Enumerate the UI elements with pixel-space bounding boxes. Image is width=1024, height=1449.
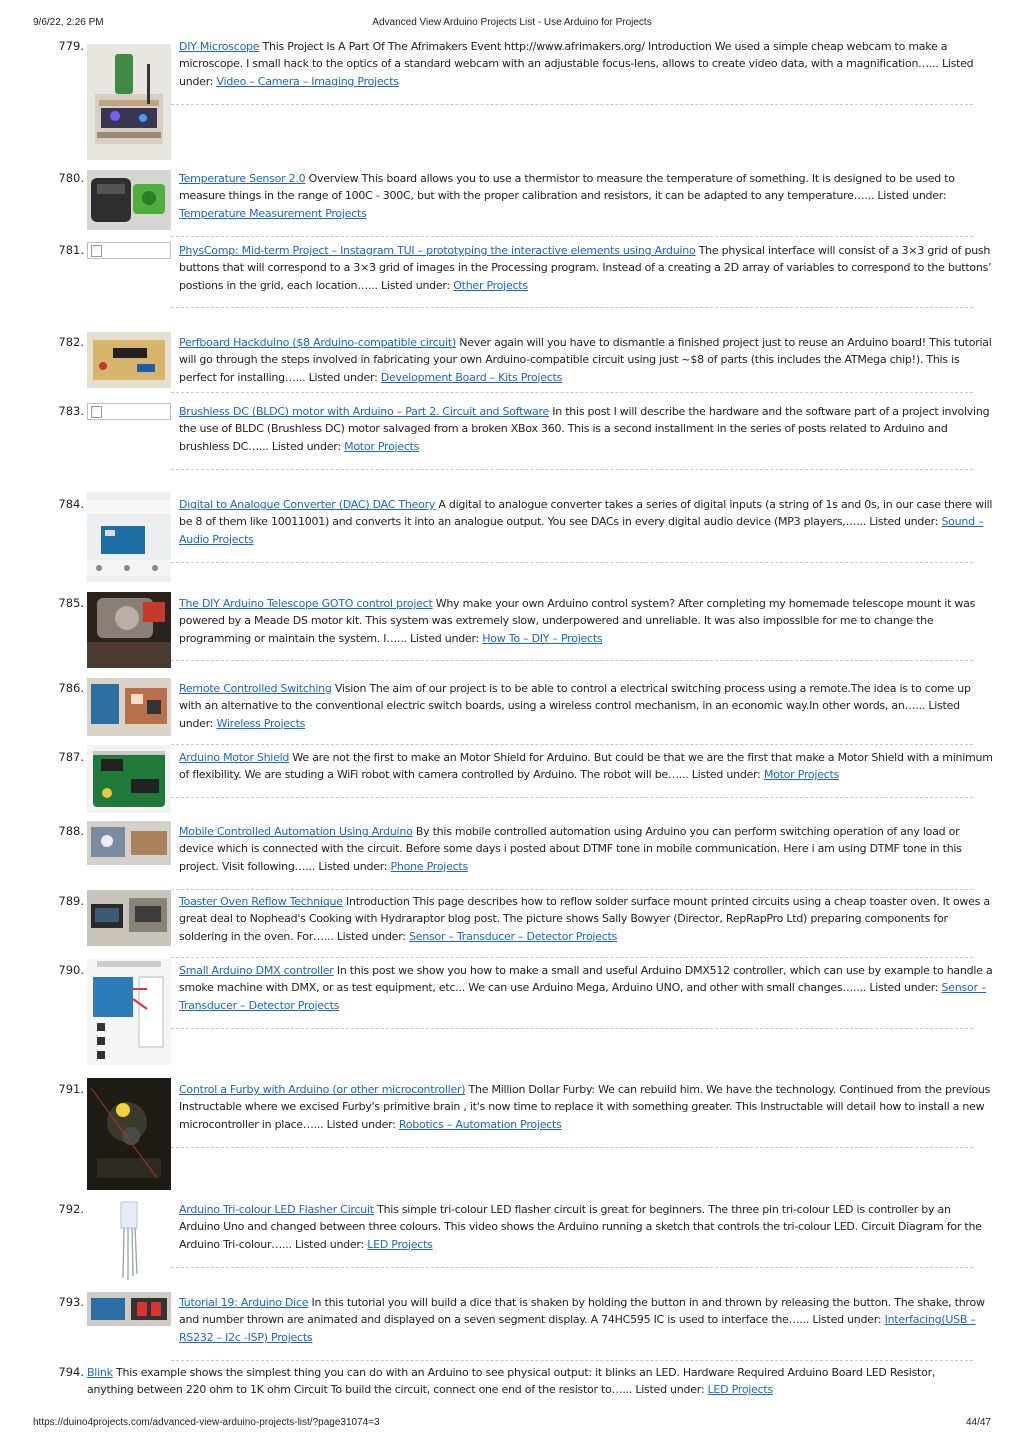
item-number: 789. (58, 894, 84, 908)
item-number: 793. (58, 1295, 84, 1309)
listed-under-label: Listed under: (381, 278, 450, 292)
project-description: In this post I will describe the hardware and the software part of a project involving the use of BLDC (Brushless DC) motor salvaged from a broken XBox 360. This is a second installment in the series of posts related to Arduino and brushless DC…... (179, 405, 990, 453)
divider (171, 1360, 973, 1361)
item-number: 792. (58, 1202, 84, 1216)
project-title-link[interactable]: Tutorial 19: Arduino Dice (179, 1296, 309, 1309)
project-title-link[interactable]: Control a Furby with Arduino (or other microcontroller) (179, 1083, 466, 1096)
item-number: 780. (58, 171, 84, 185)
project-thumbnail[interactable] (87, 821, 171, 865)
item-number: 786. (58, 681, 84, 695)
project-title-link[interactable]: PhysComp: Mid-term Project – Instagram TUI – prototyping the interactive elements using Arduino (179, 244, 696, 257)
listed-under-label: Listed under: (635, 1383, 705, 1397)
broken-image-icon (87, 403, 171, 420)
item-text (179, 38, 994, 90)
listed-under-label: Listed under: (326, 1117, 396, 1131)
category-link[interactable]: Sensor – Transducer – Detector Projects (409, 929, 618, 943)
print-datetime: 9/6/22, 2:26 PM (33, 17, 104, 28)
project-description: Why make your own Arduino control system? After completing my homemade telescope mount it was powered by a Meade DS motor kit. This system was extremely slow, underpowered and unreliable. It was also impossible for me to change the programming or maintain the system. I…... (179, 597, 976, 645)
project-title-link[interactable]: Toaster Oven Reflow Technique (179, 895, 343, 908)
category-link[interactable]: Video – Camera – Imaging Projects (216, 74, 399, 88)
listed-under-label: Listed under: (318, 859, 388, 873)
project-thumbnail[interactable] (87, 1292, 171, 1326)
project-description: Never again will you have to dismantle a finished project just to reuse an Arduino board! This tutorial will go through the steps involved in fabricating your own Arduino-compatible circuit using just ~$8 of parts (this includes the ATMega chip!). This is perfect for installing…... (179, 336, 992, 384)
item-number: 783. (58, 404, 84, 418)
page-number: 44/47 (965, 1417, 991, 1428)
project-thumbnail[interactable] (87, 1198, 171, 1282)
divider (171, 797, 973, 798)
item-number: 787. (58, 750, 84, 764)
divider (171, 469, 973, 470)
category-link[interactable]: How To – DIY – Projects (482, 631, 603, 645)
project-thumbnail[interactable] (87, 959, 171, 1065)
item-number: 781. (58, 243, 84, 257)
project-description: In this tutorial you will build a dice that is shaken by holding the button in and thrown by releasing the button. The shake, throw and number thrown are animated and displayed on a seven segment display. A 74HC595 IC is used to interface the…... (179, 1296, 985, 1327)
divider (171, 307, 973, 308)
divider (171, 1028, 973, 1029)
item-number: 791. (58, 1082, 84, 1096)
divider (171, 236, 973, 237)
project-title-link[interactable]: DIY Microscope (179, 40, 260, 53)
item-text (179, 170, 994, 222)
project-title-link[interactable]: Blink (87, 1366, 113, 1379)
item-text (179, 496, 994, 548)
listed-under-label: Listed under: (295, 1237, 364, 1251)
category-link[interactable]: LED Projects (707, 1383, 773, 1397)
divider (171, 889, 973, 890)
category-link[interactable]: Sensor – Transducer – Detector Projects (179, 981, 987, 1012)
project-description: The Million Dollar Furby: We can rebuild him. We have the technology. Continued from the previous Instructable where we excised Furby's primitive brain , it's now time to replace it with something greater. This Instructable will detail how to install a new microcontroller in place…... (179, 1083, 991, 1131)
project-description: This Project Is A Part Of The Afrimakers Event http://www.afrimakers.org/ Introduction We used a simple cheap webcam to make a microscope. I small hack to the optics of a standard webcam with an adjustable focus-lens, allows to create video data, with a magnification…... (179, 40, 948, 71)
project-title-link[interactable]: Temperature Sensor 2.0 (179, 172, 306, 185)
category-link[interactable]: Phone Projects (390, 859, 468, 873)
item-number: 782. (58, 335, 84, 349)
listed-under-label: Listed under: (877, 189, 947, 203)
project-thumbnail[interactable] (87, 678, 171, 736)
listed-under-label: Listed under: (336, 929, 406, 943)
project-thumbnail[interactable] (87, 170, 171, 230)
print-url: https://duino4projects.com/advanced-view-arduino-projects-list/?page31074=3 (33, 1417, 380, 1428)
item-text (179, 1081, 994, 1133)
divider (171, 957, 973, 958)
print-header (0, 17, 1024, 31)
listed-under-label: Listed under: (179, 699, 960, 730)
listed-under-label: Listed under: (691, 768, 761, 782)
category-link[interactable]: Motor Projects (344, 439, 420, 453)
project-description: The physical interface will consist of a 3×3 grid of push buttons that will correspond to a 3×3 grid of images in the Processing program. Instead of a creating a 2D array of variables to correspond to the buttons’ postions in the grid, each location…... (179, 244, 992, 292)
category-link[interactable]: Temperature Measurement Projects (179, 206, 367, 220)
broken-image-icon (87, 242, 171, 259)
item-text (179, 242, 994, 294)
project-title-link[interactable]: The DIY Arduino Telescope GOTO control project (179, 597, 433, 610)
item-text (179, 1294, 994, 1346)
category-link[interactable]: Development Board – Kits Projects (380, 370, 563, 384)
item-number: 785. (58, 596, 84, 610)
divider (171, 562, 973, 563)
project-description: Overview This board allows you to use a thermistor to measure the temperature of something. It is designed to be used to measure things in the range of 100C - 300C, but with the proper calibration and resistors, it can be adapted to any temperature…... (179, 172, 955, 203)
category-link[interactable]: Other Projects (453, 278, 528, 292)
listed-under-label: Listed under: (812, 1313, 882, 1327)
item-text (179, 680, 994, 732)
listed-under-label: Listed under: (869, 981, 939, 995)
divider (171, 1147, 973, 1148)
category-link[interactable]: Motor Projects (763, 768, 840, 782)
item-number: 779. (58, 39, 84, 53)
item-text (179, 334, 994, 386)
project-thumbnail[interactable] (87, 44, 171, 160)
listed-under-label: Listed under: (869, 515, 939, 529)
project-thumbnail[interactable] (87, 745, 171, 813)
item-text (179, 962, 994, 1014)
divider (171, 744, 973, 745)
project-thumbnail[interactable] (87, 592, 171, 668)
category-link[interactable]: Wireless Projects (216, 716, 306, 730)
project-title-link[interactable]: Brushless DC (BLDC) motor with Arduino – Part 2. Circuit and Software (179, 405, 550, 418)
project-description: In this post we show you how to make a small and useful Arduino DMX512 controller, which can use by example to handle a smoke machine with DMX, or as test equipment, etc... We can use Arduino Mega, Arduino UNO, and other with small changes….... (179, 964, 993, 995)
project-title-link[interactable]: Arduino Motor Shield (179, 751, 290, 764)
category-link[interactable]: Robotics – Automation Projects (398, 1117, 562, 1131)
item-text (179, 403, 994, 455)
project-thumbnail[interactable] (87, 492, 171, 582)
item-text (179, 1201, 994, 1253)
project-description: By this mobile controlled automation using Arduino you can perform switching operation of any load or device which is connected with the circuit. Before some days i posted about DTMF tone in mobile communication. Here i am using DTMF tone in this project. Visit following…... (179, 825, 962, 873)
project-title-link[interactable]: Digital to Analogue Converter (DAC) DAC Theory (179, 498, 436, 511)
item-text (87, 1364, 967, 1399)
category-link[interactable]: Interfacing(USB – RS232 – I2c -ISP) Projects (179, 1313, 976, 1344)
item-text (179, 893, 994, 945)
item-number: 788. (58, 824, 84, 838)
project-description: We are not the first to make an Motor Shield for Arduino. But could be that we are the first that make a Motor Shield with a minimum of flexibility. We are studing a WiFi robot with camera controlled by Arduino. The robot will be…... (179, 751, 993, 782)
project-thumbnail[interactable] (87, 890, 171, 946)
project-description: Vision The aim of our project is to be able to control a electrical switching process using a remote.The idea is to come up with an alternative to the conventional electric switch boards, using a wireless control mechanism, in an economic way.In other words, an…... (179, 682, 971, 713)
listed-under-label: Listed under: (308, 370, 378, 384)
item-text (179, 823, 994, 875)
project-title-link[interactable]: Perfboard Hackduino ($8 Arduino-compatible circuit) (179, 336, 457, 349)
project-description: A digital to analogue converter takes a series of digital inputs (a string of 1s and 0s, in our case there will be 8 of them like 10011001) and converts it into an analogue output. You see DACs in every digital audio device (MP3 players,…... (179, 498, 993, 529)
project-title-link[interactable]: Arduino Tri-colour LED Flasher Circuit (179, 1203, 374, 1216)
project-description: Introduction This page describes how to reflow solder surface mount printed circuits using a cheap toaster oven. It owes a great deal to Nophead's Cooking with Hydraraptor blog post. The picture shows Sally Bowyer (Director, RepRapPro Ltd) preparing components for soldering in the oven. For…... (179, 895, 990, 943)
print-title: Advanced View Arduino Projects List - Use Arduino for Projects (372, 17, 652, 28)
item-text (179, 595, 994, 647)
project-thumbnail[interactable] (87, 1078, 171, 1190)
item-number: 790. (58, 963, 84, 977)
category-link[interactable]: Sound – Audio Projects (179, 515, 984, 546)
project-description: This example shows the simplest thing you can do with an Arduino to see physical output: it blinks an LED. Hardware Required Arduino Board LED Resistor, anything between 220 ohm to 1K ohm Circuit To build the circuit, connect one end of the resistor to…... (87, 1366, 936, 1397)
project-description: This simple tri-colour LED flasher circuit is great for beginners. The three pin tri-colour LED is controller by an Arduino Uno and changed between three colours. This video shows the Arduino running a sketch that controls the tri-colour LED. Circuit Diagram for the Arduino Tri-colour…... (179, 1203, 982, 1251)
item-number: 784. (58, 497, 84, 511)
item-number: 794. (58, 1365, 84, 1379)
print-footer (0, 1417, 1024, 1431)
divider (171, 660, 973, 661)
listed-under-label: Listed under: (410, 631, 479, 645)
listed-under-label: Listed under: (271, 439, 341, 453)
project-title-link[interactable]: Mobile Controlled Automation Using Arduino (179, 825, 413, 838)
project-thumbnail[interactable] (87, 332, 171, 388)
item-text (179, 749, 994, 784)
divider (171, 104, 973, 105)
divider (171, 1267, 973, 1268)
divider (171, 392, 973, 393)
project-title-link[interactable]: Small Arduino DMX controller (179, 964, 334, 977)
category-link[interactable]: LED Projects (367, 1237, 433, 1251)
listed-under-label: Listed under: (179, 57, 974, 88)
project-title-link[interactable]: Remote Controlled Switching (179, 682, 332, 695)
